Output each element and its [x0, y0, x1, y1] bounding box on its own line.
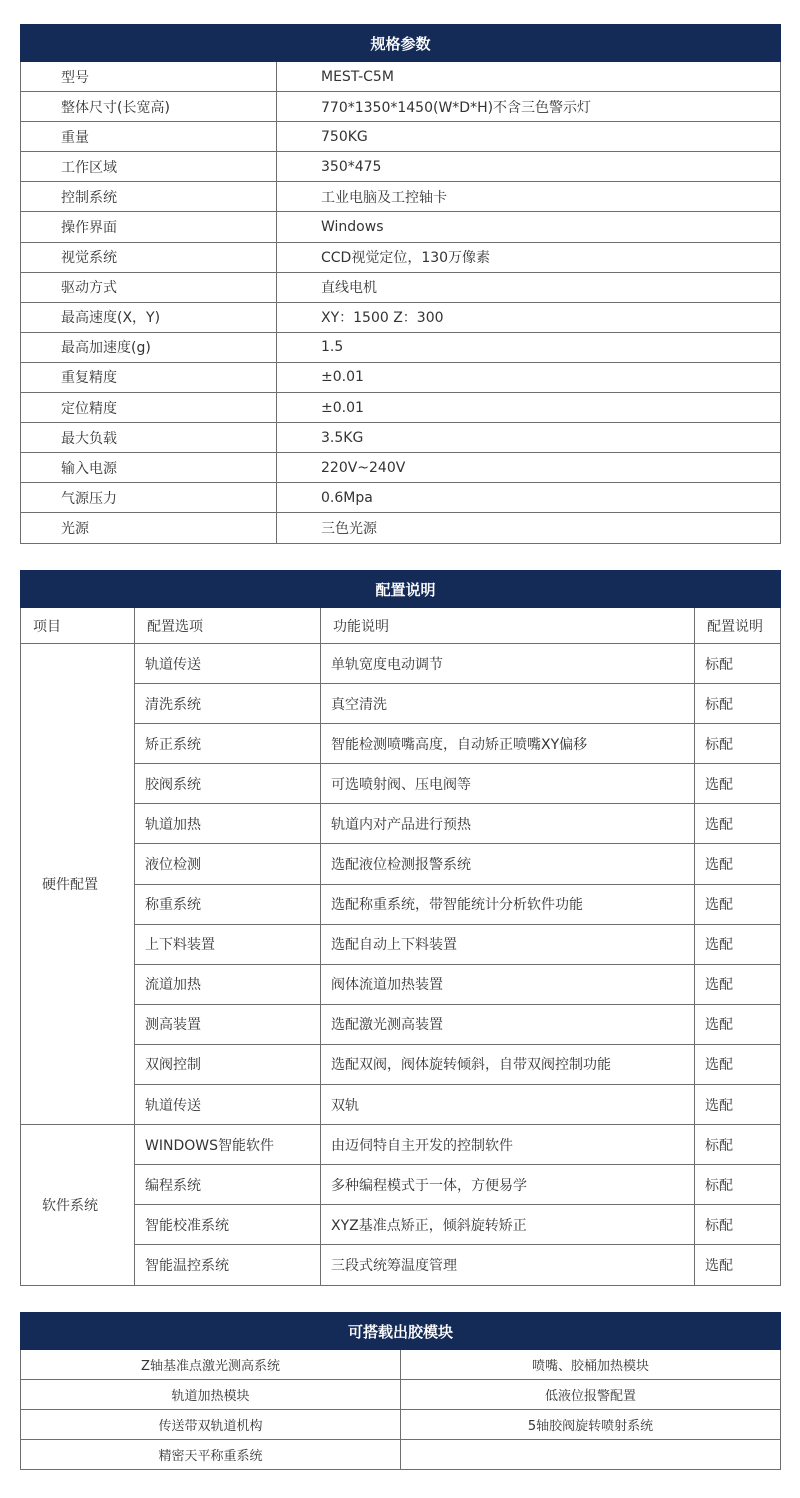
- module-item: 传送带双轨道机构: [21, 1410, 401, 1440]
- spec-label: 输入电源: [21, 453, 277, 483]
- spec-row: [21, 332, 781, 362]
- spec-label: 最高加速度(g): [21, 332, 277, 362]
- config-table: [20, 570, 781, 1286]
- spec-row: [21, 122, 781, 152]
- specs-body: [21, 25, 781, 544]
- specs-table: [20, 24, 781, 544]
- spec-row: [21, 212, 781, 242]
- spec-value: 0.6Mpa: [277, 483, 781, 513]
- config-type: 选配: [695, 1044, 781, 1084]
- spec-value: 直线电机: [277, 272, 781, 302]
- module-row: [21, 1410, 781, 1440]
- config-row: [21, 1085, 781, 1125]
- config-option: 液位检测: [135, 844, 321, 884]
- config-option: 清洗系统: [135, 684, 321, 724]
- module-item: 5轴胶阀旋转喷射系统: [401, 1410, 781, 1440]
- config-function: 三段式统筹温度管理: [321, 1245, 695, 1285]
- config-function: 选配双阀，阀体旋转倾斜，自带双阀控制功能: [321, 1044, 695, 1084]
- spec-value: 220V~240V: [277, 453, 781, 483]
- config-row: [21, 724, 781, 764]
- config-body: [21, 571, 781, 1286]
- config-function: 可选喷射阀、压电阀等: [321, 764, 695, 804]
- spec-label: 视觉系统: [21, 242, 277, 272]
- spec-row: [21, 513, 781, 543]
- spec-label: 型号: [21, 62, 277, 92]
- config-option: 轨道加热: [135, 804, 321, 844]
- config-row: [21, 1044, 781, 1084]
- spec-row: [21, 152, 781, 182]
- module-item: Z轴基准点激光测高系统: [21, 1350, 401, 1380]
- spec-row: [21, 272, 781, 302]
- spec-value: 350*475: [277, 152, 781, 182]
- spec-label: 控制系统: [21, 182, 277, 212]
- spec-value: XY：1500 Z：300: [277, 302, 781, 332]
- config-function: 阀体流道加热装置: [321, 964, 695, 1004]
- config-function: 单轨宽度电动调节: [321, 644, 695, 684]
- spec-row: [21, 393, 781, 423]
- config-type: 选配: [695, 884, 781, 924]
- config-option: 智能温控系统: [135, 1245, 321, 1285]
- config-row: [21, 1125, 781, 1165]
- config-option: 胶阀系统: [135, 764, 321, 804]
- config-type: 选配: [695, 1085, 781, 1125]
- config-title: 配置说明: [21, 571, 781, 608]
- module-row: [21, 1440, 781, 1470]
- config-row: [21, 1165, 781, 1205]
- spec-value: 750KG: [277, 122, 781, 152]
- modules-title: 可搭载出胶模块: [21, 1313, 781, 1350]
- spec-label: 最大负载: [21, 423, 277, 453]
- config-option: 智能校准系统: [135, 1205, 321, 1245]
- spec-value: ±0.01: [277, 362, 781, 392]
- spec-value: 770*1350*1450(W*D*H)不含三色警示灯: [277, 92, 781, 122]
- config-row: [21, 1205, 781, 1245]
- config-function: 多种编程模式于一体，方便易学: [321, 1165, 695, 1205]
- spec-row: [21, 92, 781, 122]
- spec-row: [21, 423, 781, 453]
- config-header-item: 项目: [21, 608, 135, 644]
- config-row: [21, 924, 781, 964]
- config-option: 测高装置: [135, 1004, 321, 1044]
- spec-label: 整体尺寸(长宽高): [21, 92, 277, 122]
- module-row: [21, 1380, 781, 1410]
- config-option: 编程系统: [135, 1165, 321, 1205]
- module-row: [21, 1350, 781, 1380]
- config-type: 选配: [695, 844, 781, 884]
- module-item: 低液位报警配置: [401, 1380, 781, 1410]
- config-function: 选配激光测高装置: [321, 1004, 695, 1044]
- config-group-label: 硬件配置: [21, 644, 135, 1125]
- config-row: [21, 844, 781, 884]
- config-type: 标配: [695, 1125, 781, 1165]
- config-group-label: 软件系统: [21, 1125, 135, 1285]
- config-row: [21, 964, 781, 1004]
- config-row: [21, 1245, 781, 1285]
- spec-label: 重复精度: [21, 362, 277, 392]
- spec-value: 三色光源: [277, 513, 781, 543]
- config-function: 由迈伺特自主开发的控制软件: [321, 1125, 695, 1165]
- config-row: [21, 764, 781, 804]
- spec-value: MEST-C5M: [277, 62, 781, 92]
- config-function: 选配称重系统，带智能统计分析软件功能: [321, 884, 695, 924]
- config-type: 选配: [695, 804, 781, 844]
- config-row: [21, 884, 781, 924]
- config-type: 标配: [695, 1205, 781, 1245]
- config-function: 双轨: [321, 1085, 695, 1125]
- config-function: 真空清洗: [321, 684, 695, 724]
- spec-row: [21, 362, 781, 392]
- specs-title: 规格参数: [21, 25, 781, 62]
- spec-value: 1.5: [277, 332, 781, 362]
- spec-value: 工业电脑及工控轴卡: [277, 182, 781, 212]
- spec-value: ±0.01: [277, 393, 781, 423]
- spec-label: 操作界面: [21, 212, 277, 242]
- config-option: 称重系统: [135, 884, 321, 924]
- config-type: 标配: [695, 1165, 781, 1205]
- config-function: 智能检测喷嘴高度，自动矫正喷嘴XY偏移: [321, 724, 695, 764]
- spec-row: [21, 182, 781, 212]
- spec-row: [21, 453, 781, 483]
- config-option: 上下料装置: [135, 924, 321, 964]
- spec-label: 重量: [21, 122, 277, 152]
- spec-value: CCD视觉定位，130万像素: [277, 242, 781, 272]
- config-type: 选配: [695, 964, 781, 1004]
- config-header-function: 功能说明: [321, 608, 695, 644]
- config-type: 选配: [695, 764, 781, 804]
- spec-label: 最高速度(X，Y): [21, 302, 277, 332]
- config-type: 标配: [695, 644, 781, 684]
- config-option: 轨道传送: [135, 1085, 321, 1125]
- module-item: 精密天平称重系统: [21, 1440, 401, 1470]
- config-function: 选配自动上下料装置: [321, 924, 695, 964]
- config-header-type: 配置说明: [695, 608, 781, 644]
- config-type: 标配: [695, 724, 781, 764]
- module-item: [401, 1440, 781, 1470]
- module-item: 轨道加热模块: [21, 1380, 401, 1410]
- config-option: 流道加热: [135, 964, 321, 1004]
- spec-row: [21, 483, 781, 513]
- config-type: 选配: [695, 1004, 781, 1044]
- spec-label: 气源压力: [21, 483, 277, 513]
- config-option: 轨道传送: [135, 644, 321, 684]
- config-row: [21, 684, 781, 724]
- spec-label: 定位精度: [21, 393, 277, 423]
- spec-label: 光源: [21, 513, 277, 543]
- config-header-option: 配置选项: [135, 608, 321, 644]
- config-row: [21, 1004, 781, 1044]
- modules-body: [21, 1313, 781, 1470]
- spec-row: [21, 62, 781, 92]
- config-function: XYZ基准点矫正，倾斜旋转矫正: [321, 1205, 695, 1245]
- spec-label: 驱动方式: [21, 272, 277, 302]
- spec-row: [21, 302, 781, 332]
- config-row: [21, 644, 781, 684]
- modules-table: [20, 1312, 781, 1470]
- config-row: [21, 804, 781, 844]
- config-type: 选配: [695, 924, 781, 964]
- spec-label: 工作区域: [21, 152, 277, 182]
- config-header-row: [21, 608, 781, 644]
- module-item: 喷嘴、胶桶加热模块: [401, 1350, 781, 1380]
- spec-value: 3.5KG: [277, 423, 781, 453]
- config-option: WINDOWS智能软件: [135, 1125, 321, 1165]
- config-type: 选配: [695, 1245, 781, 1285]
- config-option: 双阀控制: [135, 1044, 321, 1084]
- config-function: 选配液位检测报警系统: [321, 844, 695, 884]
- config-type: 标配: [695, 684, 781, 724]
- spec-row: [21, 242, 781, 272]
- config-function: 轨道内对产品进行预热: [321, 804, 695, 844]
- spec-value: Windows: [277, 212, 781, 242]
- config-option: 矫正系统: [135, 724, 321, 764]
